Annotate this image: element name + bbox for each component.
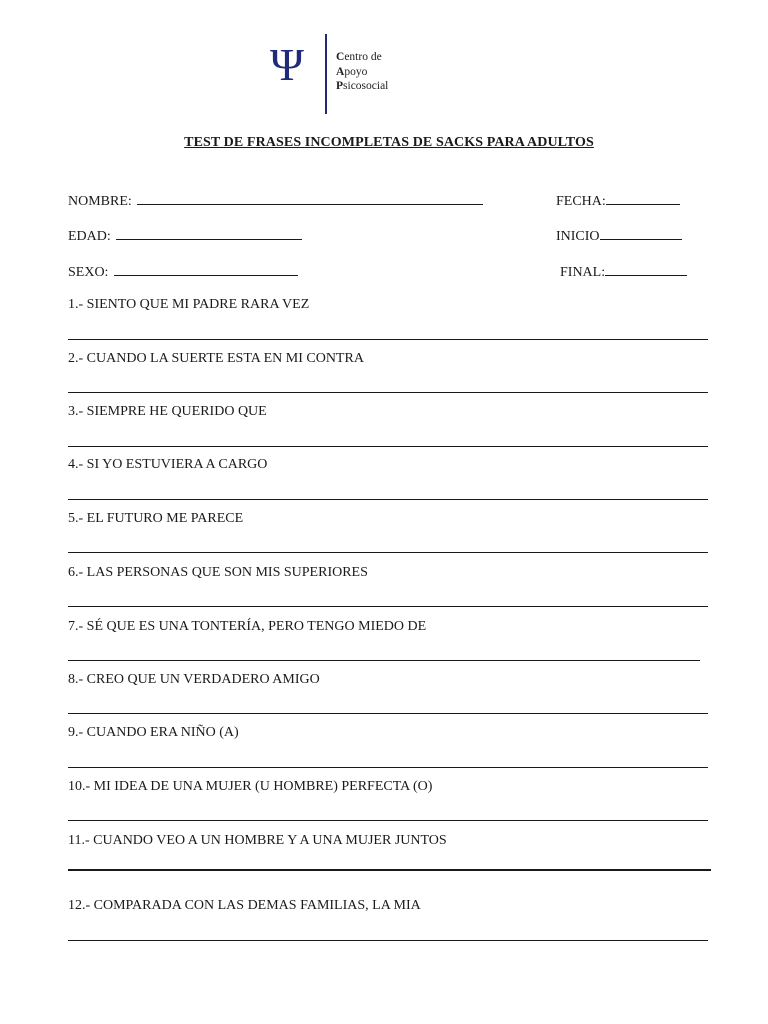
answer-line-11[interactable] — [68, 869, 711, 871]
answer-line-3[interactable] — [68, 446, 708, 447]
edad-label: EDAD: — [68, 229, 111, 244]
inicio-field[interactable] — [556, 225, 682, 246]
logo-text — [336, 50, 388, 94]
nombre-field[interactable] — [68, 190, 483, 211]
edad-blank[interactable] — [116, 225, 302, 240]
logo — [270, 34, 420, 116]
answer-line-9[interactable] — [68, 767, 708, 768]
question-11: 11.- CUANDO VEO A UN HOMBRE Y A UNA MUJER JUNTOS — [68, 833, 447, 848]
psi-logo-icon: Ψ — [270, 39, 304, 90]
answer-line-8[interactable] — [68, 713, 708, 714]
answer-line-1[interactable] — [68, 339, 708, 340]
question-10: 10.- MI IDEA DE UNA MUJER (U HOMBRE) PERFECTA (O) — [68, 779, 433, 794]
answer-line-10[interactable] — [68, 820, 708, 821]
logo-line-2: Apoyo — [336, 65, 368, 78]
question-7: 7.- SÉ QUE ES UNA TONTERÍA, PERO TENGO MIEDO DE — [68, 619, 427, 634]
fecha-blank[interactable] — [606, 190, 680, 205]
document-title: TEST DE FRASES INCOMPLETAS DE SACKS PARA ADULTOS — [184, 135, 594, 150]
edad-field[interactable] — [68, 225, 302, 246]
nombre-label: NOMBRE: — [68, 194, 132, 209]
inicio-label: INICIO — [556, 229, 600, 244]
question-1: 1.- SIENTO QUE MI PADRE RARA VEZ — [68, 297, 310, 312]
question-5: 5.- EL FUTURO ME PARECE — [68, 511, 244, 526]
question-12: 12.- COMPARADA CON LAS DEMAS FAMILIAS, LA MIA — [68, 898, 421, 913]
nombre-blank[interactable] — [137, 190, 483, 205]
question-9: 9.- CUANDO ERA NIÑO (A) — [68, 725, 239, 740]
question-2: 2.- CUANDO LA SUERTE ESTA EN MI CONTRA — [68, 351, 364, 366]
sexo-field[interactable] — [68, 261, 298, 282]
answer-line-4[interactable] — [68, 499, 708, 500]
sexo-label: SEXO: — [68, 265, 109, 280]
answer-line-7[interactable] — [68, 660, 700, 661]
fecha-label: FECHA: — [556, 194, 606, 209]
inicio-blank[interactable] — [600, 225, 682, 240]
question-3: 3.- SIEMPRE HE QUERIDO QUE — [68, 404, 267, 419]
answer-line-12[interactable] — [68, 940, 708, 941]
fecha-field[interactable] — [556, 190, 680, 211]
answer-line-6[interactable] — [68, 606, 708, 607]
answer-line-2[interactable] — [68, 392, 708, 393]
sexo-blank[interactable] — [114, 261, 298, 276]
logo-divider — [325, 34, 327, 114]
answer-line-5[interactable] — [68, 552, 708, 553]
logo-line-3: Psicosocial — [336, 80, 389, 92]
question-6: 6.- LAS PERSONAS QUE SON MIS SUPERIORES — [68, 565, 368, 580]
logo-line-1: Centro de — [336, 51, 382, 63]
final-label: FINAL: — [560, 265, 606, 280]
final-blank[interactable] — [605, 261, 687, 276]
question-8: 8.- CREO QUE UN VERDADERO AMIGO — [68, 672, 320, 687]
final-field[interactable] — [560, 261, 687, 282]
question-4: 4.- SI YO ESTUVIERA A CARGO — [68, 457, 268, 472]
